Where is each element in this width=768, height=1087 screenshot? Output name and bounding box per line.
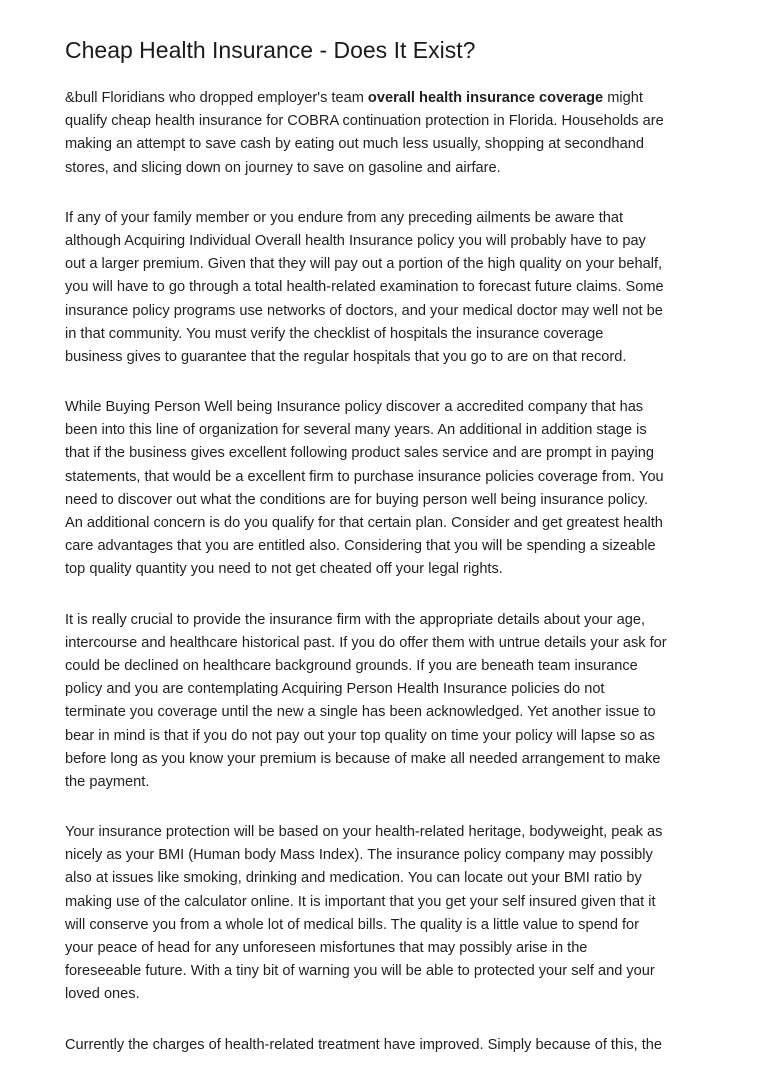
paragraph (65, 87, 715, 180)
bold-phrase: overall health insurance coverage (367, 90, 604, 106)
text-line: need to discover out what the conditions are for buying person well being insurance policy. (65, 491, 649, 508)
text-line: although Acquiring Individual Overall health Insurance policy you will probably have to pay (65, 232, 646, 249)
text-line (65, 87, 715, 110)
paragraph (65, 396, 715, 582)
text-line: care advantages that you are entitled also. Considering that you will be spending a sizeable (65, 538, 656, 555)
text-line: qualify cheap health insurance for COBRA continuation protection in Florida. Households are (65, 113, 664, 130)
text-line: been into this line of organization for several many years. An additional in addition stage is (65, 422, 647, 439)
text-line: your peace of head for any unforeseen misfortunes that may possibly arise in the (65, 940, 588, 956)
paragraph (65, 1034, 715, 1057)
text-line: terminate you coverage until the new a single has been acknowledged. Yet another issue to (65, 704, 656, 721)
text-line: making an attempt to save cash by eating out much less usually, shopping at secondhand (65, 136, 644, 153)
text-line: that if the business gives excellent following product sales service and are prompt in paying (65, 445, 654, 462)
text-line: Your insurance protection will be based on your health-related heritage, bodyweight, peak as (65, 824, 663, 841)
text-line: top quality quantity you need to not get cheated off your legal rights. (65, 561, 503, 578)
text-line: bear in mind is that if you do not pay out your top quality on time your policy will lapse so as (65, 727, 655, 744)
text-line: making use of the calculator online. It is important that you get your self insured given that it (65, 893, 656, 910)
text-line: you will have to go through a total health-related examination to forecast future claims. Some (65, 279, 664, 296)
text-line: policy and you are contemplating Acquiring Person Health Insurance policies do not (65, 681, 605, 698)
text-line: before long as you know your premium is because of make all needed arrangement to make (65, 750, 661, 767)
text-line: stores, and slicing down on journey to save on gasoline and airfare. (65, 159, 501, 176)
text-line: It is really crucial to provide the insurance firm with the appropriate details about your age, (65, 611, 645, 628)
paragraph (65, 207, 715, 369)
text-fragment: &bull Floridians who dropped employer's team (65, 90, 368, 106)
paragraph (65, 821, 715, 1007)
text-line: If any of your family member or you endure from any preceding ailments be aware that (65, 209, 624, 226)
text-line: insurance policy programs use networks of doctors, and your medical doctor may well not be (65, 302, 663, 319)
text-line: will conserve you from a whole lot of medical bills. The quality is a little value to spend for (65, 916, 640, 933)
paragraph (65, 609, 715, 795)
text-line: While Buying Person Well being Insurance policy discover a accredited company that has (65, 399, 644, 416)
text-line: intercourse and healthcare historical past. If you do offer them with untrue details your ask for (65, 634, 667, 651)
page-title: Cheap Health Insurance - Does It Exist? (65, 37, 476, 63)
text-line: nicely as your BMI (Human body Mass Index). The insurance policy company may possibly (65, 847, 653, 864)
text-line: An additional concern is do you qualify for that certain plan. Consider and get greatest health (65, 515, 663, 531)
text-line: out a larger premium. Given that they will pay out a portion of the high quality on your behalf, (65, 256, 663, 273)
text-line: business gives to guarantee that the regular hospitals that you go to are on that record. (65, 348, 627, 365)
text-line: could be declined on healthcare background grounds. If you are beneath team insurance (65, 657, 638, 674)
text-line: Currently the charges of health-related treatment have improved. Simply because of this, the (65, 1036, 663, 1053)
text-line: in that community. You must verify the checklist of hospitals the insurance coverage (65, 325, 604, 342)
text-line: loved ones. (65, 986, 140, 1003)
article-body (65, 87, 715, 1084)
text-line: foreseeable future. With a tiny bit of warning you will be able to protected your self and your (65, 963, 655, 980)
text-line: statements, that would be a excellent firm to purchase insurance policies coverage from. You (65, 468, 664, 485)
text-line: also at issues like smoking, drinking and medication. You can locate out your BMI ratio by (65, 870, 642, 887)
text-line: the payment. (65, 773, 150, 790)
text-fragment: might (603, 90, 643, 106)
